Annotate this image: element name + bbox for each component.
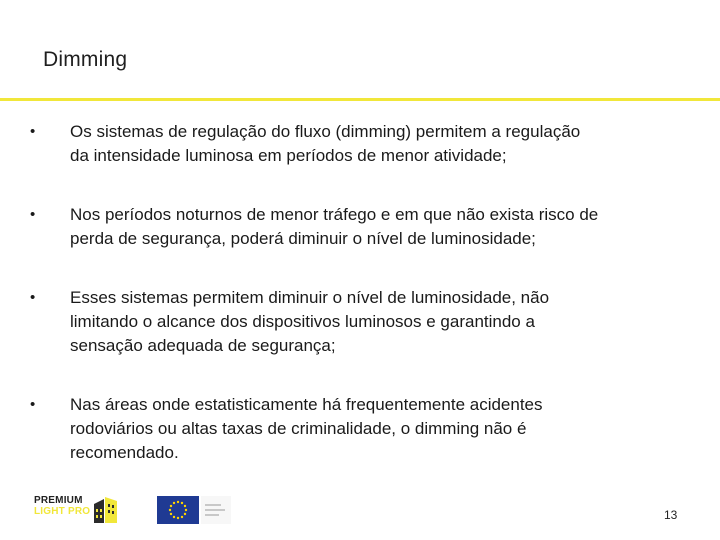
eu-flag-icon xyxy=(157,496,199,524)
eu-program-mark xyxy=(201,496,231,524)
bullet-item xyxy=(30,120,700,168)
bullet-line: Esses sistemas permitem diminuir o nível de luminosidade, não xyxy=(70,288,550,307)
building-icon xyxy=(90,492,124,526)
bullet-line: recomendado. xyxy=(70,443,179,462)
bullet-line: Nas áreas onde estatisticamente há frequentemente acidentes xyxy=(70,395,543,414)
page-number: 13 xyxy=(664,508,678,522)
bullet-item xyxy=(30,203,700,251)
bullet-item xyxy=(30,286,700,358)
bullet-line: limitando o alcance dos dispositivos luminosos e garantindo a xyxy=(70,312,535,331)
bullet-item xyxy=(30,393,700,465)
program-mark-line xyxy=(205,504,221,506)
bullet-marker: • xyxy=(30,123,36,140)
bullet-line: rodoviários ou altas taxas de criminalidade, o dimming não é xyxy=(70,419,527,438)
program-mark-line xyxy=(205,514,219,516)
bullet-line: Nos períodos noturnos de menor tráfego e em que não exista risco de xyxy=(70,205,599,224)
program-mark-line xyxy=(205,509,225,511)
logo-text-primary: PREMIUM xyxy=(34,495,83,506)
bullet-marker: • xyxy=(30,206,36,223)
bullet-line: perda de segurança, poderá diminuir o nível de luminosidade; xyxy=(70,229,536,248)
bullet-marker: • xyxy=(30,289,36,306)
logo-text-secondary: LIGHT PRO xyxy=(34,506,91,517)
bullet-list xyxy=(30,120,700,465)
premium-light-logo xyxy=(34,492,126,526)
bullet-line: da intensidade luminosa em períodos de menor atividade; xyxy=(70,146,507,165)
title-divider xyxy=(0,98,720,101)
bullet-marker: • xyxy=(30,396,36,413)
bullet-line: sensação adequada de segurança; xyxy=(70,336,336,355)
eu-funding-logo xyxy=(157,496,231,524)
slide-title: Dimming xyxy=(43,48,128,71)
bullet-line: Os sistemas de regulação do fluxo (dimming) permitem a regulação xyxy=(70,122,581,141)
